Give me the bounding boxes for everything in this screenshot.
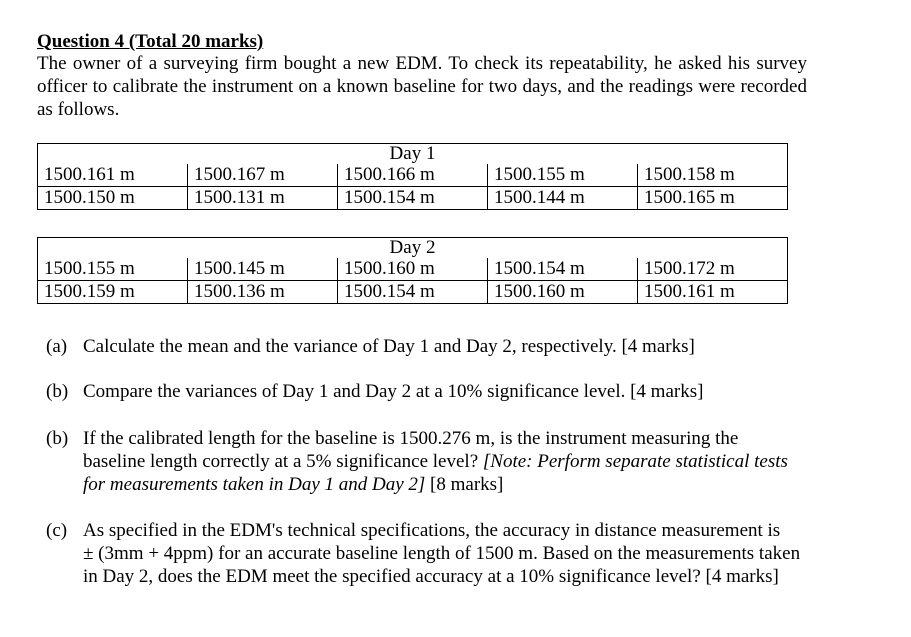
part-marks: [8 marks] <box>425 474 504 495</box>
table-row <box>38 281 788 304</box>
table-cell: 1500.144 m <box>488 187 638 210</box>
table-cell: 1500.136 m <box>188 281 338 304</box>
day1-readings-table <box>37 143 788 210</box>
table-cell: 1500.159 m <box>38 281 188 304</box>
part-label: (b) <box>46 428 69 449</box>
day2-header-row <box>38 238 788 259</box>
part-line: in Day 2, does the EDM meet the specified accuracy at a 10% significance level? [4 marks] <box>83 566 779 587</box>
day2-readings-table <box>37 237 788 304</box>
part-label: (b) <box>46 381 69 402</box>
part-text: Compare the variances of Day 1 and Day 2 at a 10% significance level. [4 marks] <box>83 381 704 402</box>
part-line <box>83 450 843 473</box>
table-cell: 1500.145 m <box>188 258 338 281</box>
table-cell: 1500.161 m <box>638 281 788 304</box>
table-cell: 1500.167 m <box>188 164 338 187</box>
part-text: Calculate the mean and the variance of Day 1 and Day 2, respectively. [4 marks] <box>83 336 695 357</box>
part-text <box>83 427 843 496</box>
part-text <box>83 519 843 588</box>
table-cell: 1500.172 m <box>638 258 788 281</box>
part-label: (c) <box>46 520 68 541</box>
part-label: (a) <box>46 336 68 357</box>
part-line: As specified in the EDM's technical specifications, the accuracy in distance measurement is <box>83 520 781 541</box>
table-cell: 1500.160 m <box>488 281 638 304</box>
table-row <box>38 258 788 281</box>
table-row <box>38 187 788 210</box>
part-line: ± (3mm + 4ppm) for an accurate baseline length of 1500 m. Based on the measurements taken <box>83 543 801 564</box>
question-title: Question 4 (Total 20 marks) <box>37 31 264 52</box>
table-cell: 1500.154 m <box>338 187 488 210</box>
day1-header-row <box>38 144 788 165</box>
part-note: [Note: Perform separate statistical tests <box>482 451 788 472</box>
table-cell: 1500.161 m <box>38 164 188 187</box>
table-cell: 1500.150 m <box>38 187 188 210</box>
table-cell: 1500.166 m <box>338 164 488 187</box>
table-cell: 1500.131 m <box>188 187 338 210</box>
part-note: for measurements taken in Day 1 and Day 2] <box>83 474 426 495</box>
table-cell: 1500.155 m <box>38 258 188 281</box>
table-row <box>38 164 788 187</box>
table-cell: 1500.154 m <box>338 281 488 304</box>
table-cell: 1500.160 m <box>338 258 488 281</box>
table-cell: 1500.155 m <box>488 164 638 187</box>
table-cell: 1500.158 m <box>638 164 788 187</box>
part-line: If the calibrated length for the baseline is 1500.276 m, is the instrument measuring the <box>83 428 739 449</box>
table-cell: 1500.154 m <box>488 258 638 281</box>
question-intro: The owner of a surveying firm bought a new EDM. To check its repeatability, he asked his survey officer to calibrate the instrument on a known baseline for two days, and the readings were recorded as follows. <box>37 53 807 120</box>
part-line-plain: baseline length correctly at a 5% significance level? <box>83 451 483 472</box>
part-line <box>83 473 843 496</box>
day2-label: Day 2 <box>38 238 788 259</box>
day1-label: Day 1 <box>38 144 788 165</box>
table-cell: 1500.165 m <box>638 187 788 210</box>
